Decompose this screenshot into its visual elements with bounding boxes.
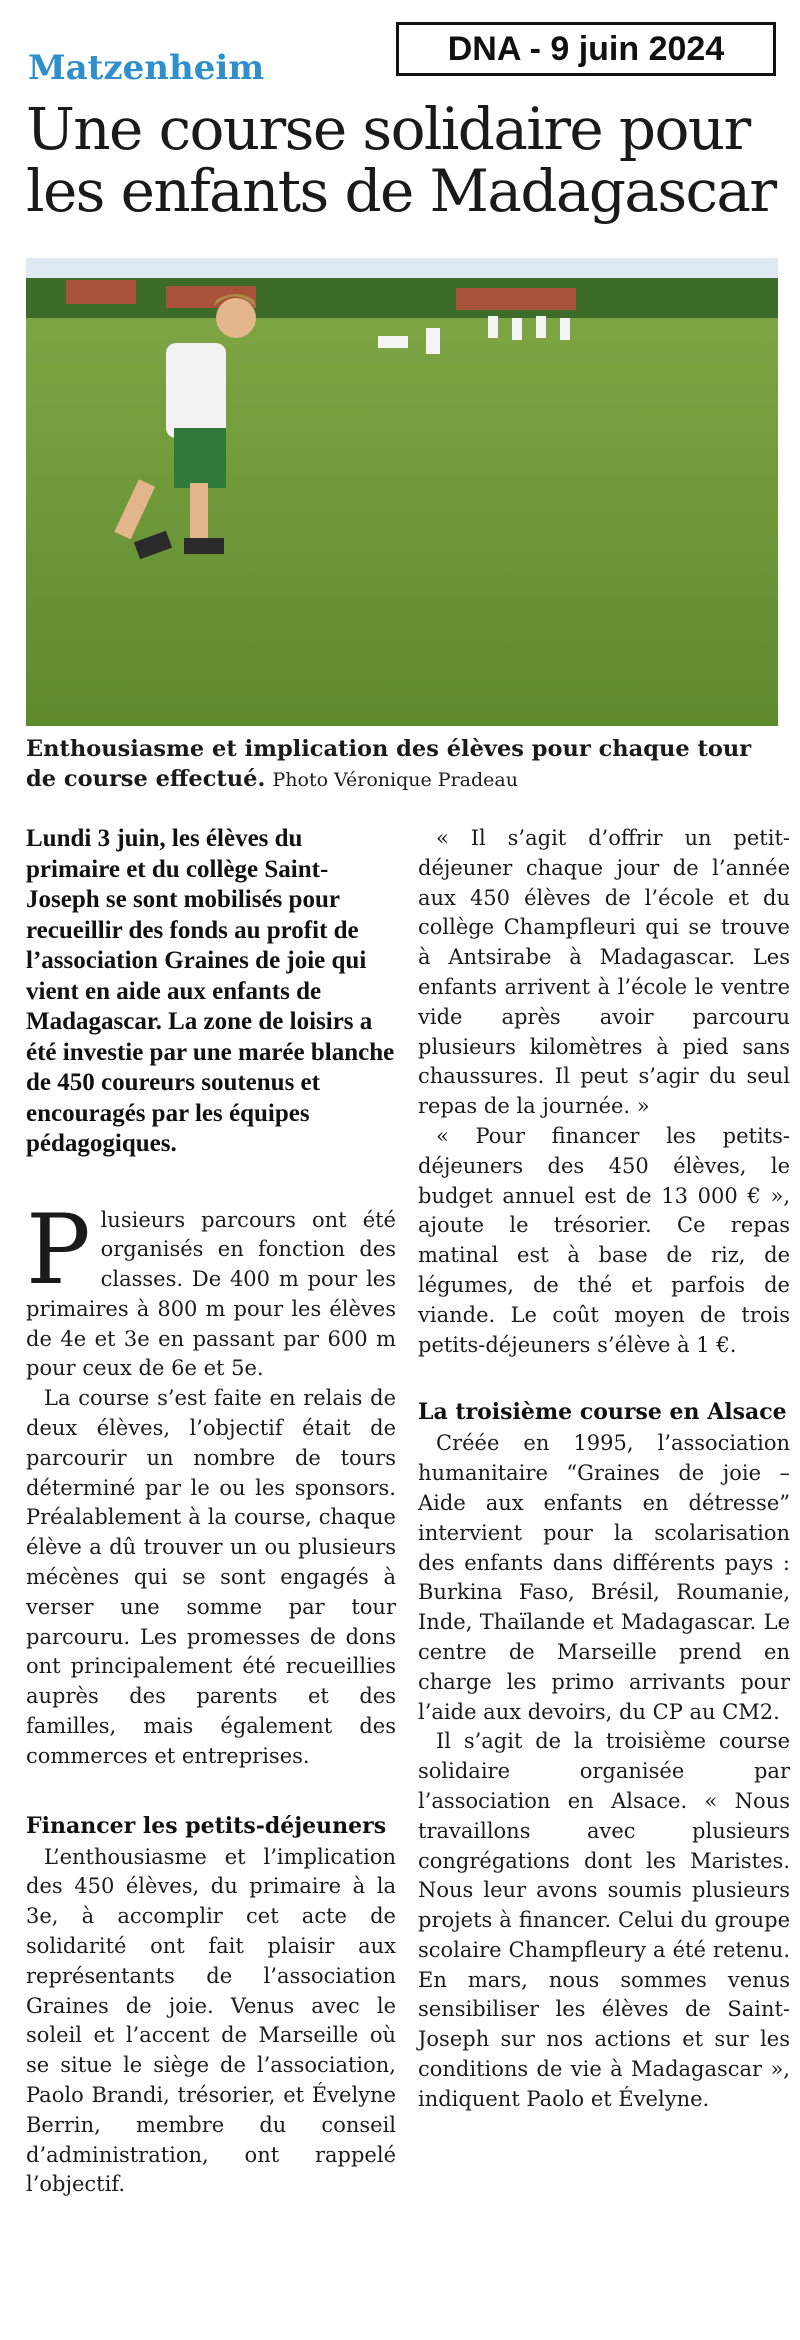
paragraph-parcours-text: lusieurs parcours ont été organisés en fonction des classes. De 400 m pour les primaires à 800 m pour les élèves de 4e et 3e en passant par 600 m pour ceux de 6e et 5e. xyxy=(26,1207,396,1381)
photo-roof xyxy=(66,280,136,304)
right-column xyxy=(418,824,790,2115)
photo-children-running-icon xyxy=(26,258,778,726)
caption-text: Enthousiasme et implication des élèves pour chaque tour de course effectué. xyxy=(26,736,752,792)
photo-caption xyxy=(26,734,786,795)
paragraph-parcours xyxy=(26,1193,396,1385)
source-date-stamp: DNA - 9 juin 2024 xyxy=(396,22,776,76)
paragraph-quote-petit-dejeuner: « Il s’agit d’offrir un petit-déjeuner chaque jour de l’année aux 450 élèves de l’école et du collège Champfleuri qui se trouve à Antsirabe à Madagascar. Les enfants arrivent à l’école le ventre vide après avoir parcouru plusieurs kilomètres à pied sans chaussures. Il peut s’agir du seul repas de la journée. » xyxy=(418,826,790,1119)
photo-roof xyxy=(456,288,576,310)
article-lede: Lundi 3 juin, les élèves du primaire et du collège Saint-Joseph se sont mobilisés pour recueillir des fonds au profit de l’association Graines de joie qui vient en aide aux enfants de Madagascar. La zone de loisirs a été investie par une marée blanche de 450 coureurs soutenus et encouragés par les équipes pédagogiques. xyxy=(26,825,395,1157)
location-kicker: Matzenheim xyxy=(28,48,265,88)
article-headline: Une course solidaire pour les enfants de Madagascar xyxy=(26,95,776,225)
photo-credit: Photo Véronique Pradeau xyxy=(272,769,518,791)
article-photo xyxy=(26,258,778,726)
paragraph-budget: « Pour financer les petits-déjeuners des 450 élèves, le budget annuel est de 13 000 € », ajoute le trésorier. Ce repas matinal est à base de riz, de légumes, de thé et parfois de viande. Le coût moyen de trois petits-déjeuners s’élève à 1 €. xyxy=(418,1123,790,1357)
paragraph-enthousiasme: L’enthousiasme et l’implication des 450 élèves, du primaire à la 3e, à accomplir cet acte de solidarité ont fait plaisir aux représentants de l’association Graines de joie. Venus avec le soleil et l’accent de Marseille où se situe le siège de l’association, Paolo Brandi, trésorier, et Évelyne Berrin, membre du conseil d’administration, ont rappelé l’objectif. xyxy=(26,1844,396,2197)
paragraph-troisieme-course: Il s’agit de la troisième course solidaire organisée par l’association en Alsace. « Nous travaillons avec plusieurs congrégations dont les Maristes. Nous leur avons soumis plusieurs projets à financer. Celui du groupe scolaire Champfleury a été retenu. En mars, nous sommes venus sensibiliser les élèves de Saint-Joseph sur nos actions et sur les conditions de vie à Madagascar », indiquent Paolo et Évelyne. xyxy=(418,1729,790,2111)
left-column xyxy=(26,824,396,2200)
paragraph-relais: La course s’est faite en relais de deux élèves, l’objectif était de parcourir un nombre de tours déterminé par le ou les sponsors. Préalablement à la course, chaque élève a dû trouver un ou plusieurs mécènes qui se sont engagés à verser une somme par tour parcouru. Les promesses de dons ont principalement été recueillies auprès des parents et des familles, mais également des commerces et entreprises. xyxy=(26,1386,396,1768)
paragraph-association: Créée en 1995, l’association humanitaire “Graines de joie – Aide aux enfants en détresse” intervient pour la scolarisation des enfants dans différents pays : Burkina Faso, Brésil, Roumanie, Inde, Thaïlande et Madagascar. Le centre de Marseille prend en charge les primo arrivants pour l’aide aux devoirs, du CP au CM2. xyxy=(418,1431,790,1724)
subhead-financer: Financer les petits-déjeuners xyxy=(26,1812,387,1839)
subhead-troisieme-course: La troisième course en Alsace xyxy=(418,1399,787,1426)
photo-grass xyxy=(26,318,778,726)
drop-cap: P xyxy=(26,1193,91,1306)
